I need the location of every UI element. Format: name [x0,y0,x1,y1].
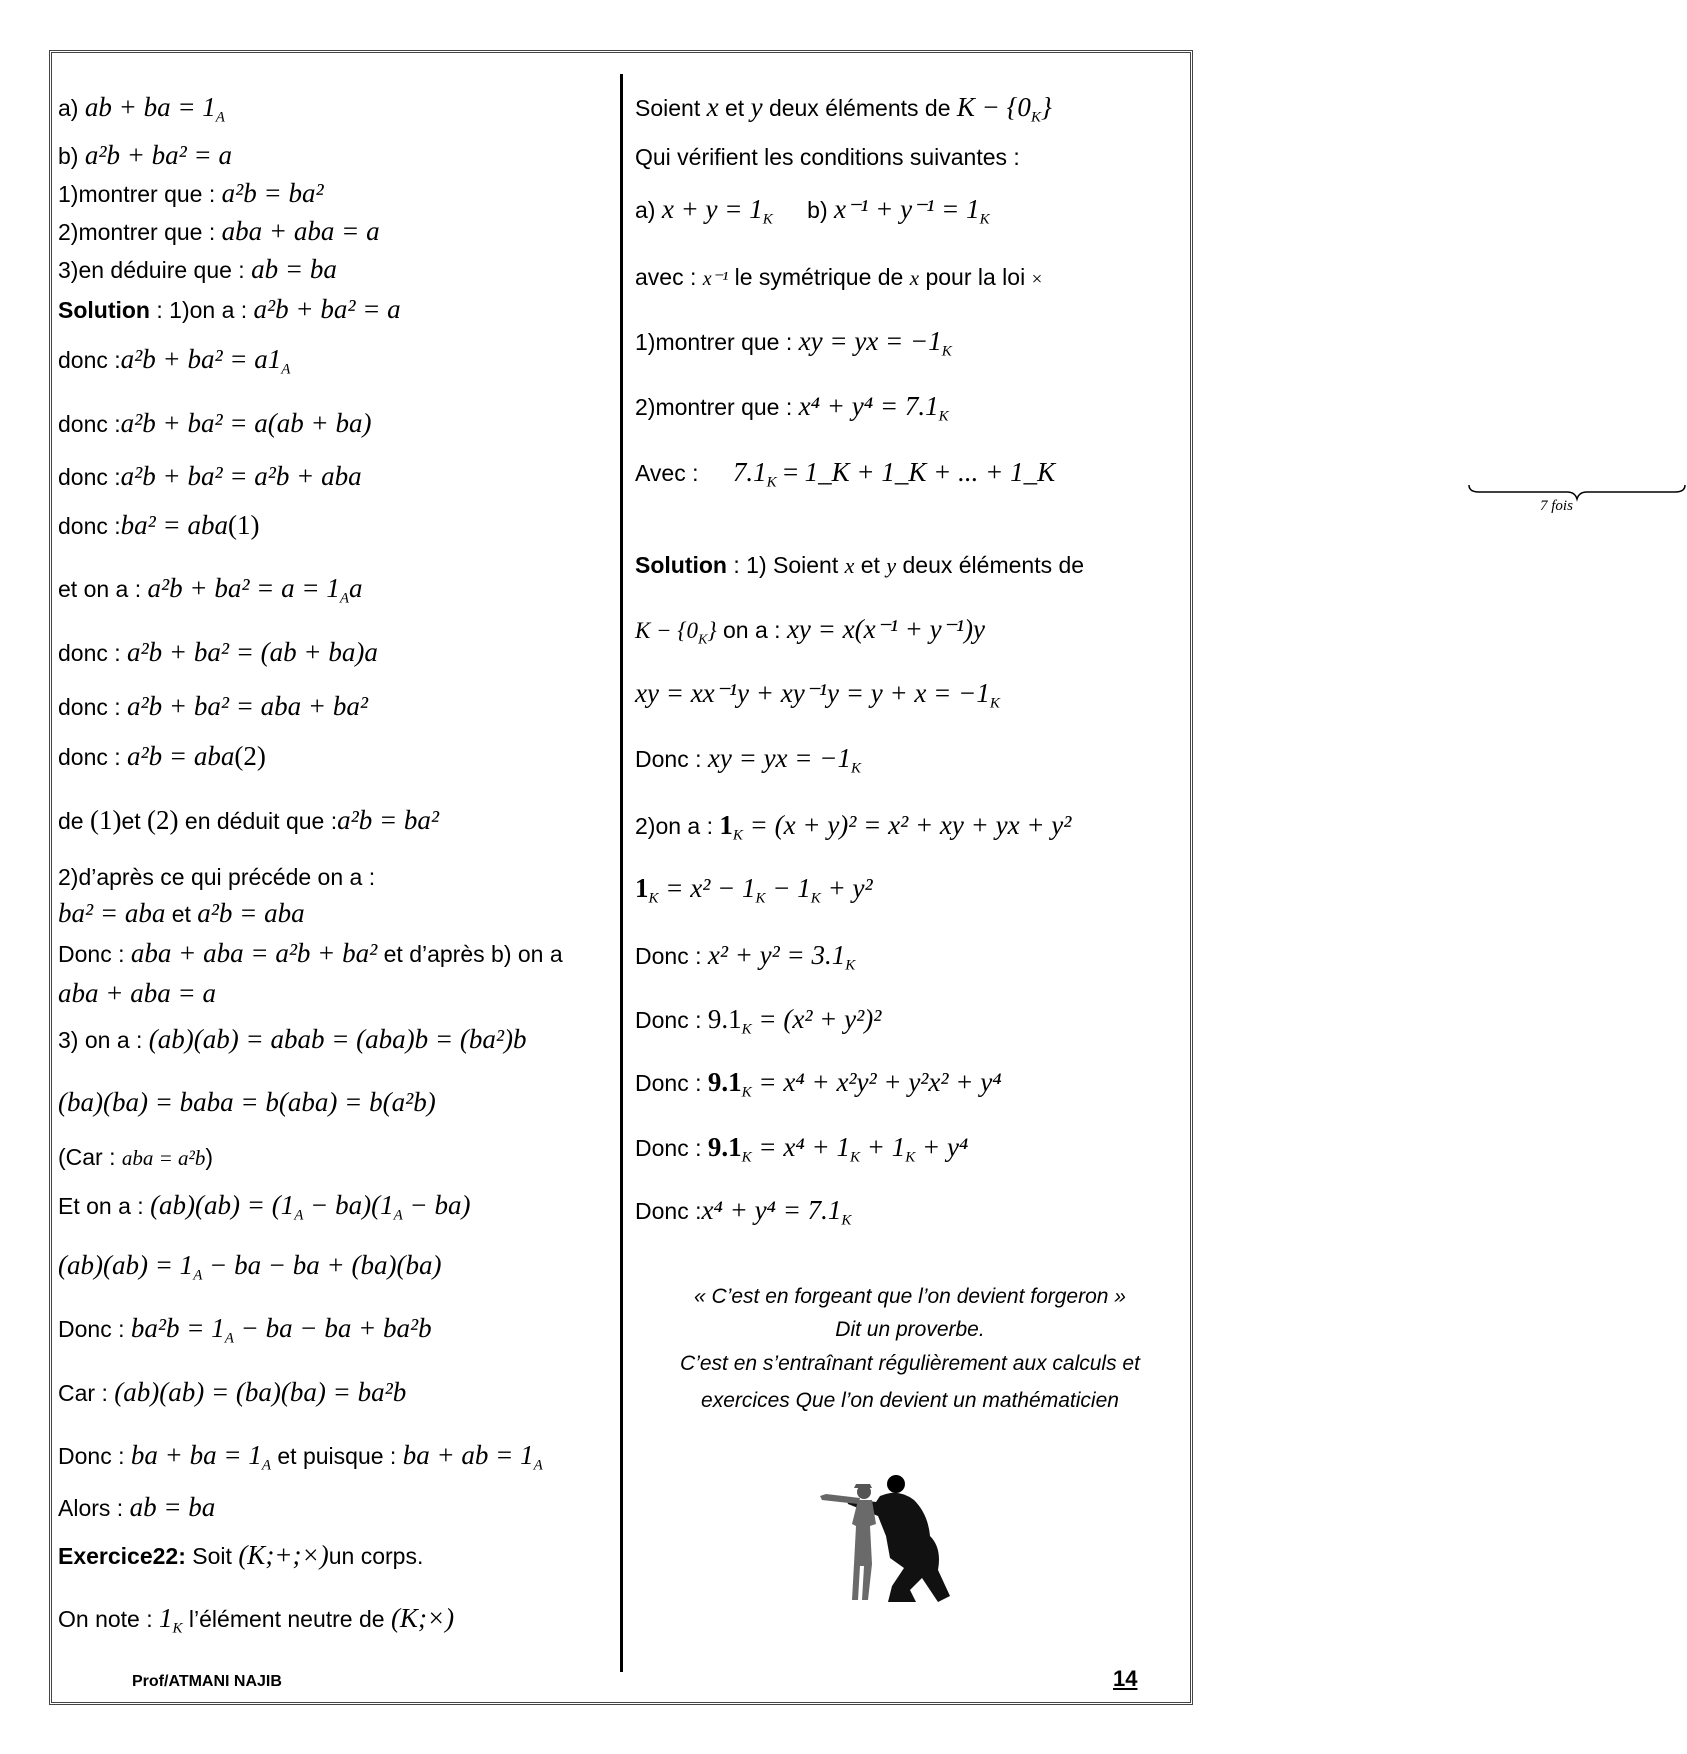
text: Qui vérifient les conditions suivantes : [635,144,1020,170]
math: K − {0 [956,92,1031,122]
right-line-18 [635,1195,851,1230]
math: ba²b = 1 [130,1313,225,1343]
math-sub: K [989,695,1000,712]
equation-ref: (2) [234,741,266,771]
math: (ab)(ab) = (ba)(ba) = ba²b [114,1377,407,1407]
label: b) [58,143,79,169]
math-sub: A [215,109,225,126]
text: Donc : [635,943,702,969]
right-line-13 [635,873,873,908]
math: x [706,92,719,122]
text: avec : [635,264,697,290]
right-line-10 [635,678,1000,713]
quote-line-4: exercices Que l’on devient un mathématicien [701,1389,1119,1412]
math: − ba − ba + ba²b [233,1313,432,1343]
text: deux éléments de [902,552,1085,578]
text: et [171,901,191,927]
math-sub: A [224,1330,234,1347]
math: aba + aba = a [58,978,216,1008]
math-sub: K [845,957,856,974]
left-line-3 [58,178,324,209]
text: Donc : [635,1198,702,1224]
math: a²b + ba² = a(ab + ba) [120,408,372,438]
text: Donc : [58,1316,125,1342]
left-line-20 [58,1024,526,1055]
text: donc : [58,411,121,437]
math: + y² [820,873,873,903]
text: et [121,808,141,834]
left-line-9 [58,461,362,492]
math-sub: A [393,1207,403,1224]
math: 1 [719,810,733,840]
math: a²b = ba² [337,805,440,835]
left-line-12 [58,637,378,668]
text: 1)montrer que : [635,329,793,355]
math: = (x + y)² = x² + xy + yx + y² [742,810,1072,840]
math: ba² = aba [58,898,166,928]
math: ab = ba [251,254,337,284]
equation-ref: (2) [147,805,179,835]
text: donc : [58,464,121,490]
math: ba + ba = 1 [130,1440,262,1470]
text: donc : [58,513,121,539]
math: = x⁴ + 1 [751,1132,850,1162]
left-line-29 [58,1540,423,1571]
math: } [707,618,717,643]
math-sub: K [766,474,777,491]
text: l’élément neutre de [188,1606,385,1632]
right-line-1 [635,92,1052,127]
math-sub: K [741,1084,752,1101]
left-line-23 [58,1190,471,1225]
text: Soient [635,95,701,121]
text: 3) on a : [58,1027,143,1053]
math: x [909,266,920,290]
left-line-5 [58,254,337,285]
text: deux éléments de [768,95,951,121]
math: = x² − 1 [658,873,756,903]
math: − ba − ba + (ba)(ba) [202,1250,442,1280]
math: + 1 [859,1132,906,1162]
math: ab = ba [129,1492,216,1522]
text: Soit [192,1543,232,1569]
footer-author: Prof/ATMANI NAJIB [132,1673,282,1690]
math: aba + aba = a²b + ba² [130,938,378,968]
left-line-2 [58,140,232,171]
math: xy = yx = −1 [707,743,851,773]
left-line-1 [58,92,225,127]
math-sub: K [841,1212,852,1229]
text: donc : [58,347,121,373]
math: 1 [159,1603,173,1633]
math: x⁻¹ + y⁻¹ = 1 [834,194,980,224]
math: (ba)(ba) = baba = b(aba) = b(a²b) [58,1087,436,1117]
left-line-7 [58,344,290,379]
math: y [886,553,897,578]
equation-ref: (1) [89,805,122,835]
text: et d’après b) on a [383,941,563,967]
math: aba + aba = a [221,216,380,246]
text: Donc : [635,746,702,772]
text: et [860,552,880,578]
right-line-4 [635,264,1042,291]
text: 2)montrer que : [635,394,793,420]
text: donc : [58,640,121,666]
text: 1)montrer que : [58,181,216,207]
right-line-7 [635,457,1055,492]
text: pour la loi [925,264,1026,290]
math: a²b + ba² = a [253,294,401,324]
quote-line-2: Dit un proverbe. [835,1318,985,1341]
left-line-28 [58,1492,215,1523]
math: 9.1 [707,1132,742,1162]
text: 3)en déduire que : [58,257,245,283]
left-line-16 [58,864,375,891]
math: 9.1 [707,1067,742,1097]
math: 1 [635,873,649,903]
math: 9.1 [707,1004,742,1034]
math-sub: K [741,1149,752,1166]
math: (K;×) [390,1603,455,1633]
quote-line-3: C’est en s’entraînant régulièrement aux calculs et [680,1352,1140,1375]
left-line-19 [58,978,216,1009]
math-sub: K [755,890,766,907]
text: On note : [58,1606,153,1632]
math: (ab)(ab) = abab = (aba)b = (ba²)b [148,1024,527,1054]
math: xy = yx = −1 [798,326,942,356]
text: Et on a : [58,1193,144,1219]
math-sub: K [172,1620,183,1637]
math: x [844,553,855,578]
text: Donc : [635,1007,702,1033]
math-sub: K [741,1021,752,1038]
right-line-3 [635,194,990,229]
math: a [349,573,363,603]
quote-line-1: « C’est en forgeant que l’on devient forgeron » [694,1285,1126,1308]
math-sub: K [979,211,990,228]
math: ba² = aba [120,510,228,540]
right-line-12 [635,810,1071,845]
math: a²b = ba² [221,178,324,208]
math: ba + ab = 1 [402,1440,534,1470]
math: (K;+;×) [238,1540,329,1570]
math-sub: K [850,760,861,777]
teacher-child-silhouette-icon [818,1470,958,1610]
text: et on a : [58,576,142,602]
text: donc : [58,694,121,720]
left-line-8 [58,408,372,439]
math: y [750,92,763,122]
math: 7.1 [732,457,767,487]
right-line-14 [635,940,855,975]
right-line-6 [635,391,949,426]
math: a²b + ba² = a²b + aba [120,461,362,491]
left-line-25 [58,1313,432,1348]
left-line-27 [58,1440,543,1475]
math: = (x² + y²)² [751,1004,882,1034]
math: a²b = aba [127,741,235,771]
math: ab + ba = 1 [84,92,216,122]
math-sub: A [339,590,350,607]
text: Car : [58,1380,108,1406]
right-line-9 [635,614,985,649]
right-line-2 [635,144,1020,171]
math-sub: A [533,1457,543,1474]
left-line-18 [58,938,563,969]
text: et puisque : [277,1443,397,1469]
math: = x⁴ + x²y² + y²x² + y⁴ [751,1067,1002,1097]
label: b) [807,197,828,223]
math: aba = a²b [121,1146,206,1170]
math: (ab)(ab) = 1 [58,1250,194,1280]
text: Alors : [58,1495,124,1521]
math-sub: A [261,1457,271,1474]
math-sub: A [294,1207,304,1224]
math-sub: K [648,890,659,907]
math: } [1040,92,1052,122]
text: Donc : [58,941,125,967]
left-line-6 [58,294,401,325]
page-number: 14 [1113,1666,1138,1691]
math-sub: K [941,343,952,360]
text: un corps. [328,1543,424,1569]
math: a²b + ba² = a = 1 [147,573,340,603]
text: 2)montrer que : [58,219,216,245]
math: a²b + ba² = a1 [120,344,282,374]
left-line-30 [58,1603,454,1638]
text: : 1) Soient [733,552,839,578]
equation-ref: (1) [227,510,260,540]
right-line-11 [635,743,861,778]
right-line-17 [635,1132,968,1167]
text: Avec : [635,460,699,486]
underbrace-label: 7 fois [1540,498,1573,514]
math: x + y = 1 [661,194,763,224]
text: de [58,808,84,834]
left-line-15 [58,805,439,836]
text: on a : [723,617,781,643]
text: donc : [58,744,121,770]
solution-heading: Solution [58,297,150,323]
math: (ab)(ab) = (1 [150,1190,295,1220]
math-sub: K [698,632,708,648]
text: en déduit que : [184,808,338,834]
left-line-22 [58,1144,213,1171]
math: − ba)(1 [303,1190,394,1220]
left-line-21 [58,1087,436,1118]
label: a) [58,95,79,121]
math-sub: A [281,361,291,378]
math: a²b + ba² = aba + ba² [127,691,368,721]
math: a²b = aba [197,898,305,928]
left-line-13 [58,691,368,722]
math-sub: K [810,890,821,907]
text: Donc : [635,1135,702,1161]
math: = [783,457,799,487]
left-line-26 [58,1377,406,1408]
text: : 1)on a : [156,297,248,323]
math-sub: K [732,827,743,844]
text: 2)on a : [635,813,713,839]
math-sub: K [762,211,773,228]
left-line-11 [58,573,363,608]
math-sub: K [849,1149,860,1166]
right-line-15 [635,1004,881,1039]
math: × [1031,269,1043,290]
math: a²b + ba² = a [84,140,232,170]
math: xy = x(x⁻¹ + y⁻¹)y [786,614,985,644]
math: x² + y² = 3.1 [707,940,846,970]
text: et [724,95,745,121]
text: 2)d’après ce qui précéde on a : [58,864,376,890]
left-line-14 [58,741,266,772]
left-line-24 [58,1250,441,1285]
right-line-8 [635,552,1084,579]
solution-heading: Solution [635,552,727,578]
math: − ba) [402,1190,471,1220]
right-line-5 [635,326,952,361]
math-sub: K [905,1149,916,1166]
math: + y⁴ [915,1132,969,1162]
math: x⁴ + y⁴ = 7.1 [701,1195,842,1225]
math: xy = xx⁻¹y + xy⁻¹y = y + x = −1 [635,678,990,708]
math: − 1 [765,873,811,903]
math-sub: A [193,1267,203,1284]
left-line-4 [58,216,380,247]
math: K − {0 [635,618,699,643]
text: Donc : [635,1070,702,1096]
math: a²b + ba² = (ab + ba)a [127,637,378,667]
text: (Car : [58,1144,116,1170]
text: Donc : [58,1443,125,1469]
math: x⁻¹ [702,268,729,290]
math: x⁴ + y⁴ = 7.1 [798,391,939,421]
label: a) [635,197,656,223]
left-line-10 [58,510,259,541]
left-line-17 [58,898,305,929]
column-divider [620,74,623,1672]
underbrace-sum: 1_K + 1_K + ... + 1_K [804,457,1056,487]
text: ) [205,1144,214,1170]
exercise-heading: Exercice22: [58,1543,186,1569]
underbrace-icon [1467,483,1687,501]
right-line-16 [635,1067,1002,1102]
text: le symétrique de [734,264,904,290]
math-sub: K [1030,109,1041,126]
math-sub: K [938,408,949,425]
